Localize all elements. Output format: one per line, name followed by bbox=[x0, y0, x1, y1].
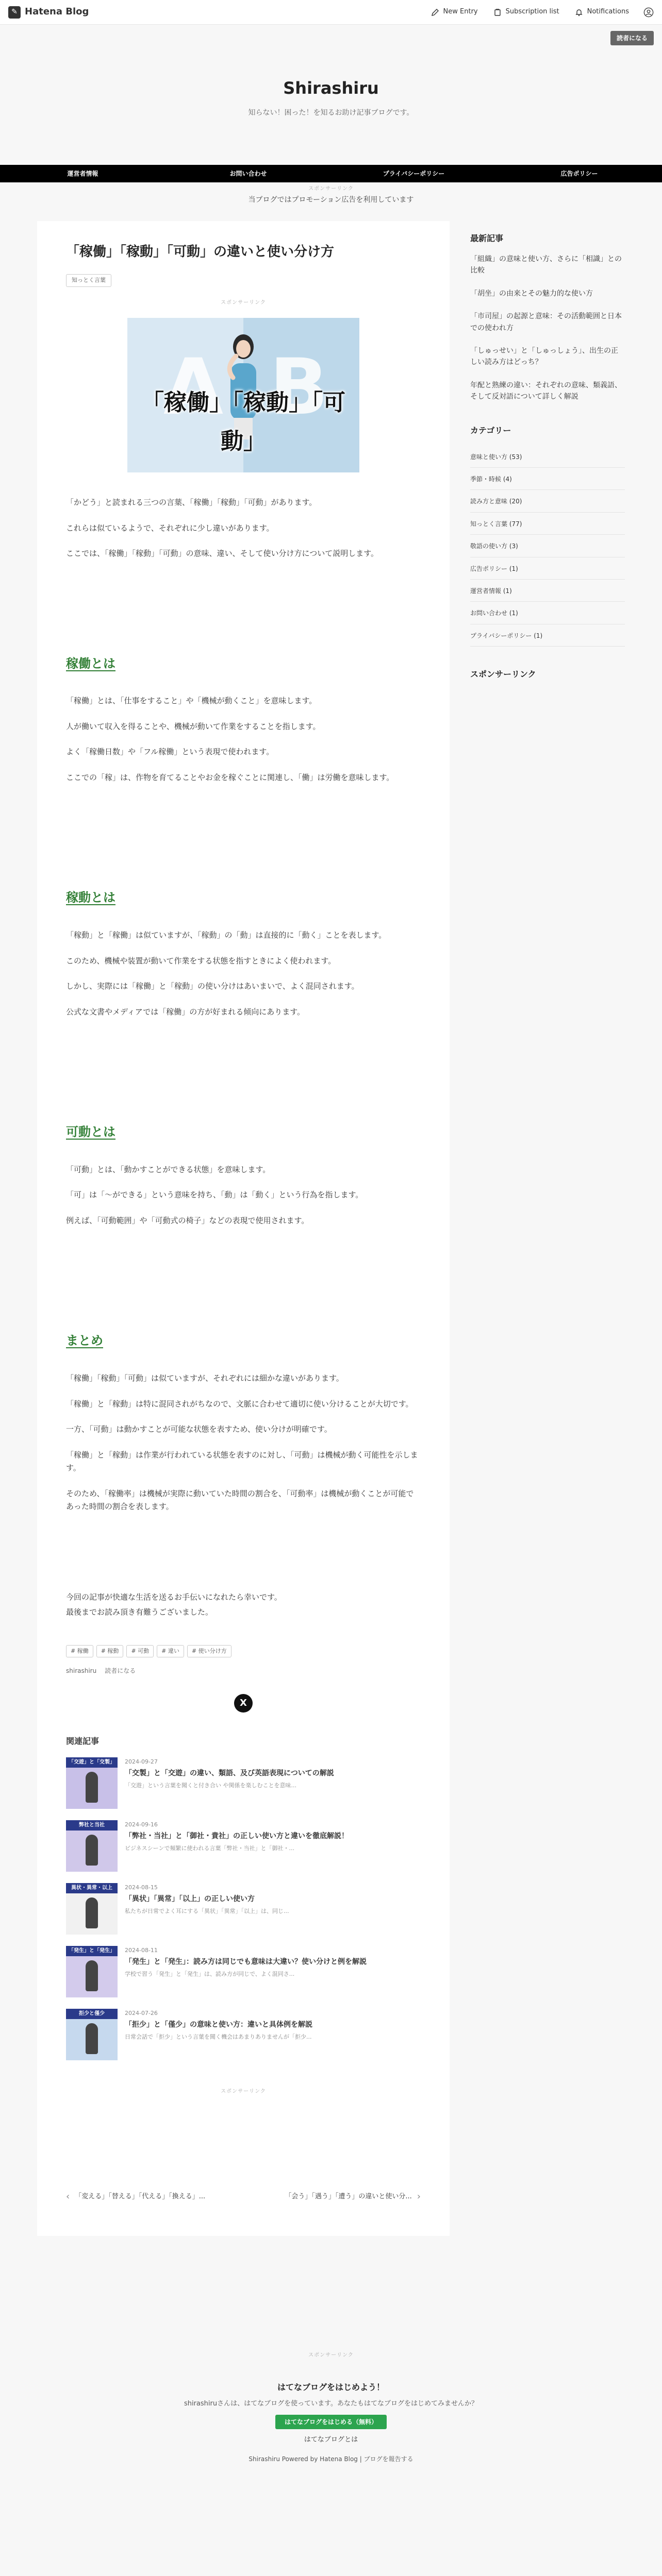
category-link[interactable]: 広告ポリシー (1) bbox=[470, 557, 625, 580]
category-link[interactable]: 読み方と意味 (20) bbox=[470, 490, 625, 512]
sponsor-label: スポンサーリンク bbox=[308, 2352, 354, 2358]
article-body: 「かどう」と読まれる三つの言葉、「稼働」「稼動」「可動」があります。 これらは似ているようで、それぞれに少し違いがあります。 ここでは、「稼働」「稼動」「可動」の意味、違い、そして使い分け方について説明します。 稼働とは 「稼働」とは、「仕事をすること」や「機械が動くこと」を意味します。 人が働いて収入を得ることや、機械が動いて作業をすることを指します。 よく「稼働日数」や「フル稼働」という表現で使われます。 ここでの「稼」は、作物を育てることやお金を稼ぐことに関連し、「働」は労働を意味します。 稼動とは 「稼動」と「稼働」は似ていますが、「稼動」の「動」は直接的に「動く」ことを表します。 このため、機械や装置が動いて作業をする状態を指すときによく使われます。 しかし、実際には「稼働」と「稼動」の使い分けはあいまいで、よく混同されます。 公式な文書やメディアでは「稼働」の方が好まれる傾向にあります。 可動とは 「可動」とは、「動かすことができる状態」を意味します。 「可」は「〜ができる」という意味を持ち、「動」は「動く」という行為を指します。 例えば、「可動範囲」や「可動式の椅子」などの表現で使用されます。 まとめ 「稼働」「稼動」「可動」は似ていますが、それぞれには細かな違いがあります。 「稼働」と「稼動」は特に混同されがちなので、文脈に合わせて適切に使い分けることが大切です。 一方、「可動」は動かすことが可能な状態を表すため、使い分けが明確です。 「稼働」と「稼動」は作業が行われている状態を表すのに対し、「可動」は機械が動く可能性を示します。 そのため、「稼働率」は機械が実際に動いていた時間の割合を、「可動率」は機械が動くことが可能であった時間の割合を表します。 今回の記事が快適な生活を送るお手伝いになれたら幸いです。 最後までお読み頂き有難うございました。 bbox=[66, 496, 421, 1619]
section-heading-kadou-move: 稼動とは bbox=[66, 890, 115, 905]
category-link[interactable]: 敬語の使い方 (3) bbox=[470, 535, 625, 557]
tag-item[interactable]: # 違い bbox=[157, 1645, 184, 1658]
category-heading: カテゴリー bbox=[470, 425, 511, 435]
sponsor-label: スポンサーリンク bbox=[221, 299, 266, 306]
user-menu-button[interactable] bbox=[643, 7, 654, 18]
topbar-menu bbox=[430, 6, 654, 18]
related-date: 2024-07-26 bbox=[125, 2010, 158, 2017]
footer-ad-slot bbox=[0, 2236, 662, 2360]
related-snippet: 学校で習う「発生」と「発生」は、読み方が同じで、よく混同さ... bbox=[125, 1970, 295, 1977]
eyecatch-image bbox=[127, 318, 359, 472]
chevron-left-icon: ‹ bbox=[66, 2191, 70, 2202]
entry-pager bbox=[66, 2189, 421, 2205]
recent-entry-link[interactable]: 「しゅっせい」と「しゅっしょう」、出生の正しい読み方はどっち？ bbox=[470, 346, 618, 367]
article bbox=[37, 221, 450, 2236]
nav-item-privacy[interactable]: プライバシーポリシー bbox=[383, 170, 445, 177]
article-intro: 「かどう」と読まれる三つの言葉、「稼働」「稼動」「可動」があります。 これらは似ているようで、それぞれに少し違いがあります。 ここでは、「稼働」「稼動」「可動」の意味、違い、そして使い分け方について説明します。 bbox=[66, 498, 379, 558]
recent-entry-link[interactable]: 「組織」の意味と使い方、さらに「相識」との比較 bbox=[470, 255, 622, 275]
related-thumbnail: 「発生」と「発生」 bbox=[66, 1946, 118, 1997]
new-entry-button[interactable]: New Entry bbox=[430, 6, 478, 18]
ad-slot-bottom bbox=[66, 2076, 421, 2107]
footer-title: はてなブログをはじめよう！ bbox=[277, 2382, 385, 2392]
related-item[interactable] bbox=[66, 2009, 421, 2060]
ad-slot-top bbox=[66, 287, 421, 318]
global-nav bbox=[0, 165, 662, 182]
category-link[interactable]: お問い合わせ (1) bbox=[470, 602, 625, 624]
category-link[interactable]: 季節・時候 (4) bbox=[470, 468, 625, 490]
author-link[interactable]: shirashiru bbox=[66, 1667, 97, 1675]
related-item[interactable] bbox=[66, 1946, 421, 1997]
related-thumbnail: 「交遊」と「交製」 bbox=[66, 1757, 118, 1809]
related-heading: 関連記事 bbox=[66, 1736, 100, 1746]
related-item[interactable] bbox=[66, 1757, 421, 1809]
eyecatch-letter-b: B bbox=[269, 343, 328, 433]
tag-list bbox=[66, 1645, 421, 1658]
prev-entry-link[interactable]: ‹ 「変える」「替える」「代える」「換える」... bbox=[66, 2189, 231, 2205]
section-heading-kadou-movable: 可動とは bbox=[66, 1125, 115, 1140]
hatena-footer bbox=[0, 2360, 662, 2475]
related-date: 2024-09-16 bbox=[125, 1821, 158, 1828]
section-heading-summary: まとめ bbox=[66, 1333, 103, 1348]
sponsor-heading: スポンサーリンク bbox=[470, 669, 536, 680]
category-module bbox=[470, 423, 625, 647]
related-title: 「交製」と「交遊」の違い、類語、及び英語表現についての解説 bbox=[125, 1769, 334, 1777]
tag-item[interactable]: # 稼動 bbox=[96, 1645, 124, 1658]
about-hatena-link[interactable]: はてなブログとは bbox=[304, 2436, 358, 2444]
related-item[interactable] bbox=[66, 1820, 421, 1872]
blog-description: 知らない！困った！を知るお助け記事ブログです。 bbox=[248, 109, 414, 117]
recent-entry-link[interactable]: 「市司屋」の起源と意味：その活動範囲と日本での使われ方 bbox=[470, 312, 622, 332]
related-title: 「弊社・当社」と「御社・貴社」の正しい使い方と違いを徹底解説！ bbox=[125, 1832, 349, 1840]
bell-icon bbox=[574, 7, 584, 18]
recent-entry-link[interactable]: 年配と熟練の違い：それぞれの意味、類義語、そして反対語について詳しく解説 bbox=[470, 381, 622, 401]
category-link[interactable]: プライバシーポリシー (1) bbox=[470, 624, 625, 647]
blog-header bbox=[0, 25, 662, 165]
eyecatch-letter-a: A bbox=[163, 343, 224, 433]
related-date: 2024-09-27 bbox=[125, 1758, 158, 1766]
hatena-logo-icon: ✎ bbox=[8, 6, 21, 19]
section-heading-kadou-work: 稼働とは bbox=[66, 656, 115, 671]
related-date: 2024-08-11 bbox=[125, 1947, 158, 1954]
hatena-topbar bbox=[0, 0, 662, 25]
blog-title[interactable]: Shirashiru bbox=[283, 78, 379, 98]
promotion-notice: 当ブログではプロモーション広告を利用しています bbox=[248, 196, 414, 204]
recent-entry-link[interactable]: 「胡坐」の由来とその魅力的な使い方 bbox=[470, 289, 593, 298]
sponsor-label: スポンサーリンク bbox=[221, 2088, 266, 2094]
nav-item-ad-policy[interactable]: 広告ポリシー bbox=[560, 170, 598, 177]
tag-item[interactable]: # 可動 bbox=[126, 1645, 154, 1658]
x-icon: X bbox=[240, 1697, 247, 1708]
related-title: 「拒少」と「僅少」の意味と使い方：違いと具体例を解説 bbox=[125, 2020, 312, 2029]
related-articles bbox=[66, 1734, 421, 2060]
sponsor-module bbox=[470, 667, 625, 681]
eyecatch-title: 「稼働」「稼動」「可動」 bbox=[141, 389, 345, 455]
related-title: 「異状」「異常」「以上」の正しい使い方 bbox=[125, 1894, 255, 1903]
related-date: 2024-08-15 bbox=[125, 1884, 158, 1891]
notifications-button[interactable]: Notifications bbox=[574, 6, 629, 18]
bookmark-list-icon bbox=[492, 7, 503, 18]
author-subscribe-link[interactable]: 読者になる bbox=[105, 1667, 136, 1675]
chevron-right-icon: › bbox=[417, 2191, 421, 2202]
sponsor-label: スポンサーリンク bbox=[308, 186, 354, 192]
article-title[interactable]: 「稼働」「稼動」「可動」の違いと使い分け方 bbox=[66, 244, 335, 260]
tag-item[interactable]: # 使い分け方 bbox=[187, 1645, 231, 1658]
closing-message: 今回の記事が快適な生活を送るお手伝いになれたら幸いです。 最後までお読み頂き有難うございました。 bbox=[66, 1592, 282, 1617]
next-entry-link[interactable]: 「会う」「遇う」「遭う」の違いと使い分... › bbox=[256, 2189, 421, 2205]
share-x-button[interactable] bbox=[234, 1694, 253, 1713]
related-snippet: ビジネスシーンで頻繁に使われる言葉「弊社・当社」と「御社・... bbox=[125, 1844, 294, 1852]
related-thumbnail: 異状・異常・以上 bbox=[66, 1883, 118, 1935]
category-link[interactable]: 運営者情報 (1) bbox=[470, 580, 625, 602]
content-area bbox=[37, 221, 625, 2236]
user-avatar-icon bbox=[643, 7, 654, 18]
category-link[interactable]: 知っとく言葉 (77) bbox=[470, 513, 625, 535]
hatena-blog-logo[interactable]: ✎ Hatena Blog bbox=[8, 4, 89, 20]
powered-by: Shirashiru Powered by Hatena Blog | ブログを報告する bbox=[249, 2455, 413, 2463]
related-snippet: 私たちが日常でよく耳にする「異状」「異常」「以上」は、同じ... bbox=[125, 1907, 289, 1914]
subscribe-button[interactable]: 読者になる bbox=[610, 31, 654, 45]
sidebar bbox=[470, 221, 625, 2236]
recent-heading: 最新記事 bbox=[470, 233, 504, 243]
related-snippet: 日常会話で「拒少」という言葉を聞く機会はあまりありませんが「拒少... bbox=[125, 2033, 312, 2040]
related-item[interactable] bbox=[66, 1883, 421, 1935]
author-line bbox=[66, 1666, 421, 1676]
category-link[interactable]: 意味と使い方 (53) bbox=[470, 446, 625, 468]
related-thumbnail: 拒少と僅少 bbox=[66, 2009, 118, 2060]
start-blog-button[interactable]: はてなブログをはじめる（無料） bbox=[275, 2415, 387, 2429]
share-buttons bbox=[66, 1694, 421, 1713]
related-snippet: 「交遊」という言葉を聞くと付き合い や関係を楽しむことを意味... bbox=[125, 1782, 296, 1789]
related-thumbnail: 弊社と当社 bbox=[66, 1820, 118, 1872]
subscription-list-button[interactable]: Subscription list bbox=[492, 6, 559, 18]
tag-item[interactable]: # 稼働 bbox=[66, 1645, 93, 1658]
nav-item-contact[interactable]: お問い合わせ bbox=[229, 170, 267, 177]
related-title: 「発生」と「発生」：読み方は同じでも意味は大違い？使い分けと例を解説 bbox=[125, 1957, 367, 1966]
recent-entries-module bbox=[470, 231, 625, 403]
nav-item-operator[interactable]: 運営者情報 bbox=[67, 170, 98, 177]
footer-description: shirashiruさんは、はてなブログを使っています。あなたもはてなブログをはじめてみませんか？ bbox=[184, 2399, 478, 2408]
pencil-icon bbox=[430, 7, 440, 18]
article-category[interactable]: 知っとく言葉 bbox=[66, 274, 111, 287]
